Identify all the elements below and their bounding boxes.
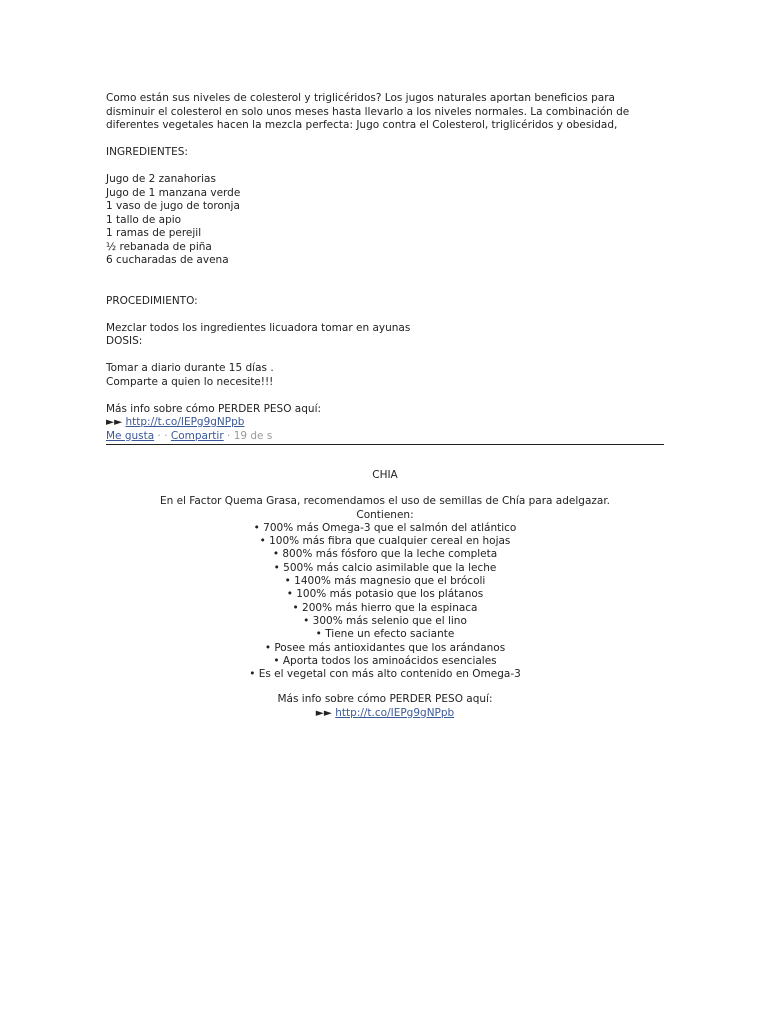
info-link[interactable]: http://t.co/IEPg9gNPpb bbox=[125, 416, 245, 428]
intro-paragraph: Como están sus niveles de colesterol y triglicéridos? Los jugos naturales aportan beneficios para disminuir el colesterol en solo unos meses hasta llevarlo a los niveles normales. La combinación de diferentes vegetales hacen la mezcla perfecta: Jugo contra el Colesterol, triglicéridos y obesidad, bbox=[106, 92, 630, 131]
post-body bbox=[106, 92, 664, 443]
share-text: Comparte a quien lo necesite!!! bbox=[106, 375, 274, 388]
ingredients-heading: INGREDIENTES: bbox=[106, 146, 188, 158]
chia-contains: Contienen: bbox=[356, 508, 414, 521]
separator: · bbox=[164, 429, 171, 442]
benefit-item: • 1400% más magnesio que el brócoli bbox=[284, 575, 486, 588]
divider bbox=[106, 444, 664, 445]
benefit-item: • 800% más fósforo que la leche completa bbox=[272, 548, 498, 561]
ingredient-item: ½ rebanada de piña bbox=[106, 240, 212, 253]
dose-heading: DOSIS: bbox=[106, 335, 143, 347]
post-actions bbox=[106, 430, 664, 444]
ingredient-item: 1 ramas de perejil bbox=[106, 227, 202, 239]
benefit-item: • Es el vegetal con más alto contenido en Omega-3 bbox=[249, 668, 521, 681]
arrows-icon: ►► bbox=[106, 416, 123, 428]
benefits-list bbox=[106, 522, 664, 682]
chia-more-info: Más info sobre cómo PERDER PESO aquí: bbox=[277, 693, 493, 706]
link-line bbox=[106, 416, 664, 430]
chia-intro: En el Factor Quema Grasa, recomendamos el uso de semillas de Chía para adelgazar. bbox=[159, 495, 611, 508]
like-link[interactable]: Me gusta bbox=[106, 429, 155, 442]
benefit-item: • Aporta todos los aminoácidos esenciales bbox=[273, 654, 497, 667]
ingredient-item: Jugo de 1 manzana verde bbox=[106, 186, 241, 199]
procedure-text: Mezclar todos los ingredientes licuadora tomar en ayunas bbox=[106, 321, 411, 334]
arrows-icon: ►► bbox=[315, 706, 332, 719]
benefit-item: • Posee más antioxidantes que los arándanos bbox=[264, 641, 506, 654]
chia-title: CHIA bbox=[372, 469, 398, 481]
benefit-item: • Tiene un efecto saciante bbox=[315, 628, 455, 641]
benefit-item: • 200% más hierro que la espinaca bbox=[292, 601, 478, 614]
ingredient-item: Jugo de 2 zanahorias bbox=[106, 173, 216, 185]
benefit-item: • 100% más fibra que cualquier cereal en hojas bbox=[259, 535, 511, 548]
more-info-text: Más info sobre cómo PERDER PESO aquí: bbox=[106, 402, 322, 415]
ingredient-item: 6 cucharadas de avena bbox=[106, 254, 229, 266]
chia-section bbox=[106, 469, 664, 720]
procedure-heading: PROCEDIMIENTO: bbox=[106, 294, 198, 307]
dose-text: Tomar a diario durante 15 días . bbox=[106, 362, 274, 374]
benefit-item: • 500% más calcio asimilable que la leche bbox=[273, 561, 497, 574]
benefit-item: • 300% más selenio que el lino bbox=[303, 614, 467, 627]
ingredient-item: 1 tallo de apio bbox=[106, 213, 182, 226]
chia-info-link[interactable]: http://t.co/IEPg9gNPpb bbox=[335, 706, 455, 719]
chia-link-line bbox=[106, 707, 664, 720]
ingredient-item: 1 vaso de jugo de toronja bbox=[106, 200, 240, 212]
separator: · bbox=[223, 429, 234, 442]
benefit-item: • 100% más potasio que los plátanos bbox=[286, 588, 484, 601]
benefit-item: • 700% más Omega-3 que el salmón del atlántico bbox=[253, 521, 517, 534]
timestamp: 19 de s bbox=[233, 429, 273, 442]
separator: · bbox=[154, 429, 165, 442]
share-link[interactable]: Compartir bbox=[170, 429, 224, 442]
